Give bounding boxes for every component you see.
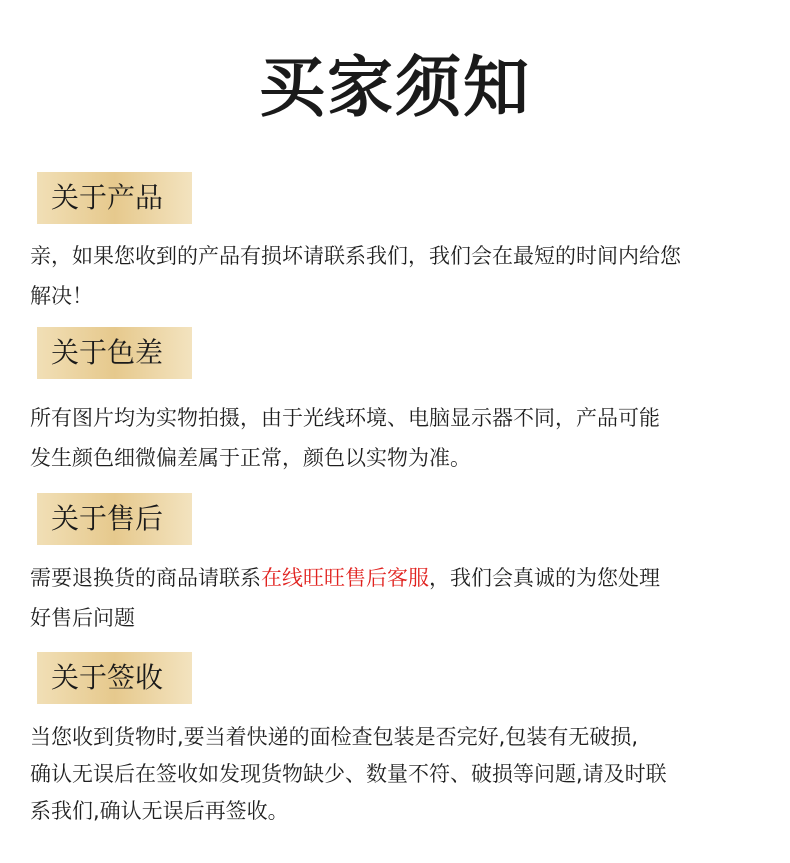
- section-heading-after-sales: 关于售后: [37, 493, 192, 545]
- section-body-color-difference: [30, 398, 770, 478]
- section-heading-sign-for-delivery: 关于签收: [37, 652, 192, 704]
- section-heading-product: 关于产品: [37, 172, 192, 224]
- body-line: 发生颜色细微偏差属于正常，颜色以实物为准。: [30, 446, 471, 470]
- body-line: 亲，如果您收到的产品有损坏请联系我们，我们会在最短的时间内给您: [30, 244, 681, 268]
- body-line: [30, 558, 770, 598]
- body-text: ，我们会真诚的为您处理: [429, 566, 660, 590]
- page-title: 买家须知: [259, 49, 531, 126]
- body-line: 当您收到货物时,要当着快递的面检查包装是否完好,包装有无破损,: [30, 725, 639, 749]
- customer-service-link[interactable]: 在线旺旺售后客服: [261, 566, 429, 590]
- body-line: 好售后问题: [30, 606, 135, 630]
- body-line: 所有图片均为实物拍摄，由于光线环境、电脑显示器不同，产品可能: [30, 406, 660, 430]
- section-body-product: [30, 236, 770, 316]
- section-heading-color-difference: 关于色差: [37, 327, 192, 379]
- section-body-sign-for-delivery: [30, 719, 770, 830]
- body-line: 解决！: [30, 284, 93, 308]
- body-line: 系我们,确认无误后再签收。: [30, 799, 289, 823]
- section-body-after-sales: [30, 558, 770, 638]
- body-text: 需要退换货的商品请联系: [30, 566, 261, 590]
- body-line: 确认无误后在签收如发现货物缺少、数量不符、破损等问题,请及时联: [30, 762, 667, 786]
